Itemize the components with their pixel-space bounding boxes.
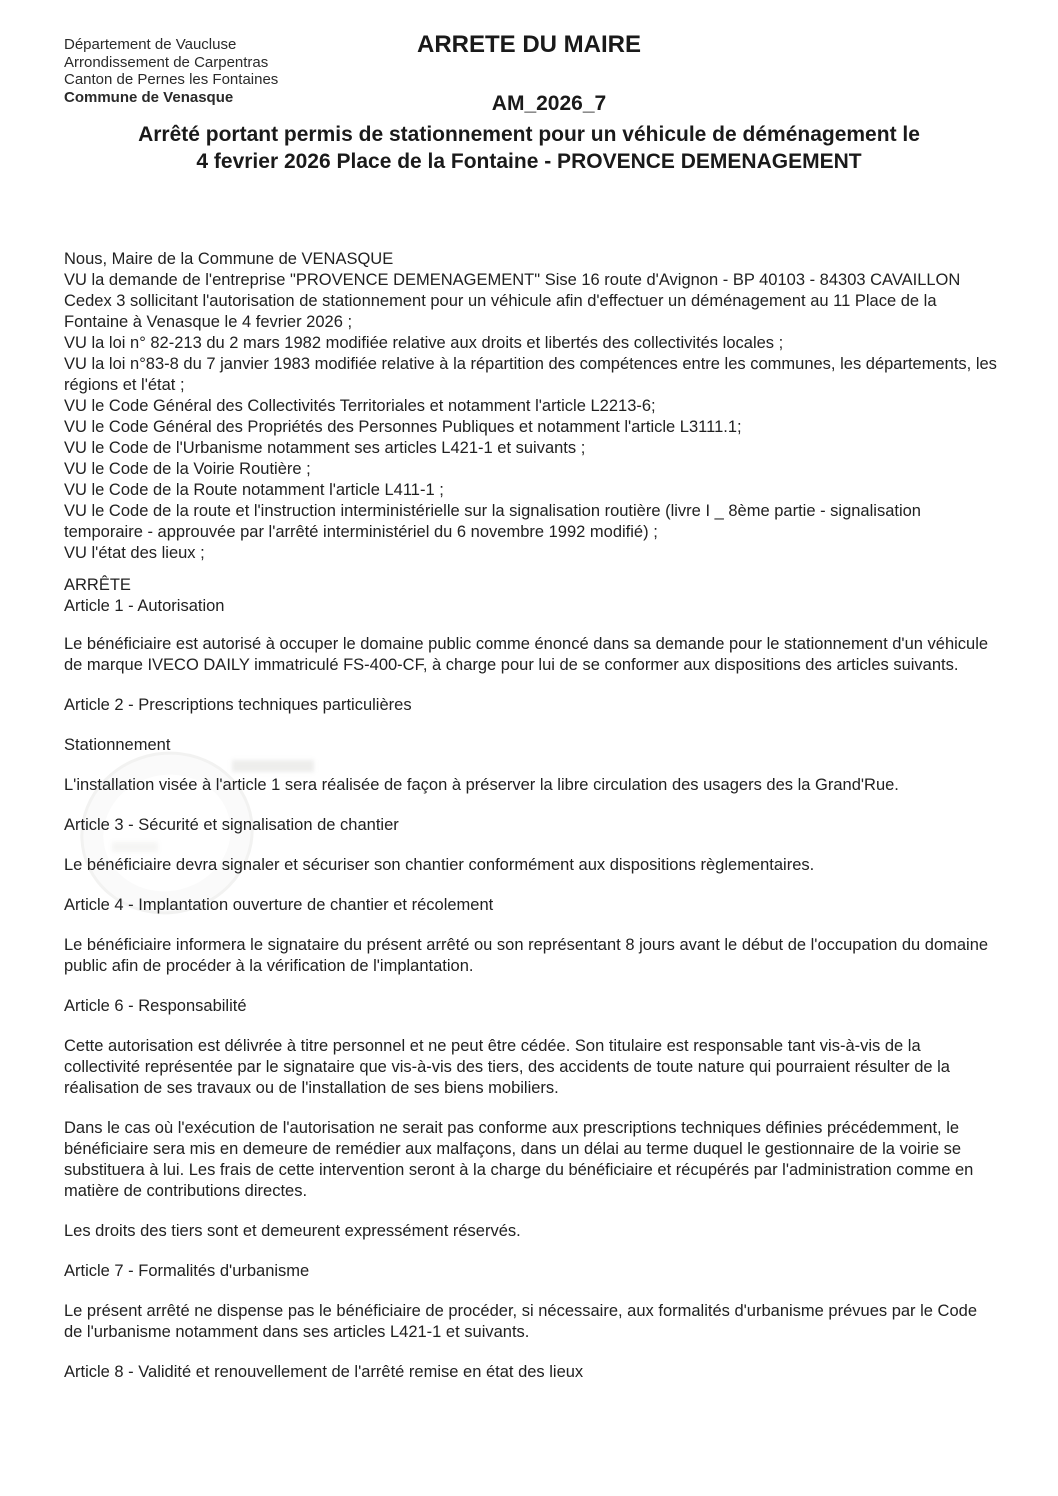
article-6-paragraph-3: Les droits des tiers sont et demeurent expressément réservés.	[64, 1222, 521, 1240]
article-7-heading: Article 7 - Formalités d'urbanisme	[64, 1262, 310, 1280]
preamble-clause: VU l'état des lieux ;	[64, 544, 205, 562]
decree-block	[64, 575, 998, 617]
preamble-clause: VU le Code de l'Urbanisme notamment ses articles L421-1 et suivants ;	[64, 439, 586, 457]
article-2-heading: Article 2 - Prescriptions techniques particulières	[64, 696, 412, 714]
document-title-line-1: Arrêté portant permis de stationnement pour un véhicule de déménagement le	[138, 123, 920, 146]
article-1-heading: Article 1 - Autorisation	[64, 597, 225, 615]
preamble-clause: VU la loi n°83-8 du 7 janvier 1983 modifiée relative à la répartition des compétences entre les communes, les départements, les régions et l'état ;	[64, 355, 997, 394]
preamble-clause: VU le Code Général des Propriétés des Personnes Publiques et notamment l'article L3111.1;	[64, 418, 742, 436]
article-6-paragraph-2: Dans le cas où l'exécution de l'autorisation ne serait pas conforme aux prescriptions techniques définies précédemment, le bénéficiaire sera mis en demeure de remédier aux malfaçons, dans un délai au terme duquel le gestionnaire de la voirie se substituera à lui. Les frais de cette intervention seront à la charge du bénéficiaire et récupérés par l'administration comme en matière de contributions directes.	[64, 1119, 974, 1200]
doc-type-heading: ARRETE DU MAIRE	[416, 31, 641, 58]
article-3-paragraph: Le bénéficiaire devra signaler et sécuriser son chantier conformément aux dispositions règlementaires.	[64, 856, 815, 874]
doc-reference: AM_2026_7	[491, 92, 607, 115]
decree-word: ARRÊTE	[64, 576, 131, 594]
sender-line-departement: Département de Vaucluse	[64, 36, 237, 53]
sender-line-commune: Commune de Venasque	[64, 88, 234, 106]
preamble-clause: VU la demande de l'entreprise "PROVENCE DEMENAGEMENT" Sise 16 route d'Avignon - BP 40103 - 84303 CAVAILLON Cedex 3 sollicitant l'autorisation de stationnement pour un véhicule afin d'effectuer un déménagement au 11 Place de la Fontaine à Venasque le 4 fevrier 2026 ;	[64, 271, 961, 331]
preamble-clause: VU le Code de la route et l'instruction interministérielle sur la signalisation routière (livre I _ 8ème partie - signalisation temporaire - approuvée par l'arrêté interministériel du 6 novembre 1992 modifié) ;	[64, 502, 921, 541]
article-8-heading: Article 8 - Validité et renouvellement de l'arrêté remise en état des lieux	[64, 1363, 584, 1381]
preamble-clause: VU la loi n° 82-213 du 2 mars 1982 modifiée relative aux droits et libertés des collectivités locales ;	[64, 334, 784, 352]
sender-line-arrondissement: Arrondissement de Carpentras	[64, 53, 269, 71]
article-4-paragraph: Le bénéficiaire informera le signataire du présent arrêté ou son représentant 8 jours avant le début de l'occupation du domaine public afin de procéder à la vérification de l'implantation.	[64, 936, 989, 975]
article-1-paragraph: Le bénéficiaire est autorisé à occuper le domaine public comme énoncé dans sa demande pour le stationnement d'un véhicule de marque IVECO DAILY immatriculé FS-400-CF, à charge pour lui de se conformer aux dispositions des articles suivants.	[64, 635, 989, 674]
preamble-clause: VU le Code de la Route notamment l'article L411-1 ;	[64, 481, 444, 499]
sender-line-canton: Canton de Pernes les Fontaines	[64, 71, 279, 88]
preamble-intro: Nous, Maire de la Commune de VENASQUE	[64, 250, 394, 268]
document-body	[64, 249, 998, 1383]
document-title-line-2: 4 fevrier 2026 Place de la Fontaine - PROVENCE DEMENAGEMENT	[196, 150, 862, 173]
article-6-heading: Article 6 - Responsabilité	[64, 997, 247, 1015]
article-6-paragraph-1: Cette autorisation est délivrée à titre personnel et ne peut être cédée. Son titulaire est responsable tant vis-à-vis de la collectivité représentée par le signataire que vis-à-vis des tiers, des accidents de toute nature qui pourraient résulter de la réalisation de ses travaux ou de l'installation de ses biens mobiliers.	[64, 1037, 950, 1097]
stationnement-label: Stationnement	[64, 736, 171, 754]
article-7-paragraph: Le présent arrêté ne dispense pas le bénéficiaire de procéder, si nécessaire, aux formalités d'urbanisme prévues par le Code de l'urbanisme notamment dans ses articles L421-1 et suivants.	[64, 1302, 978, 1341]
preamble	[64, 249, 998, 564]
preamble-clause: VU le Code de la Voirie Routière ;	[64, 460, 311, 478]
article-4-heading: Article 4 - Implantation ouverture de chantier et récolement	[64, 896, 494, 914]
article-3-heading: Article 3 - Sécurité et signalisation de chantier	[64, 816, 399, 834]
article-2-paragraph: L'installation visée à l'article 1 sera réalisée de façon à préserver la libre circulation des usagers des la Grand'Rue.	[64, 776, 899, 794]
preamble-clause: VU le Code Général des Collectivités Territoriales et notamment l'article L2213-6;	[64, 397, 656, 415]
document-title	[30, 121, 1028, 175]
